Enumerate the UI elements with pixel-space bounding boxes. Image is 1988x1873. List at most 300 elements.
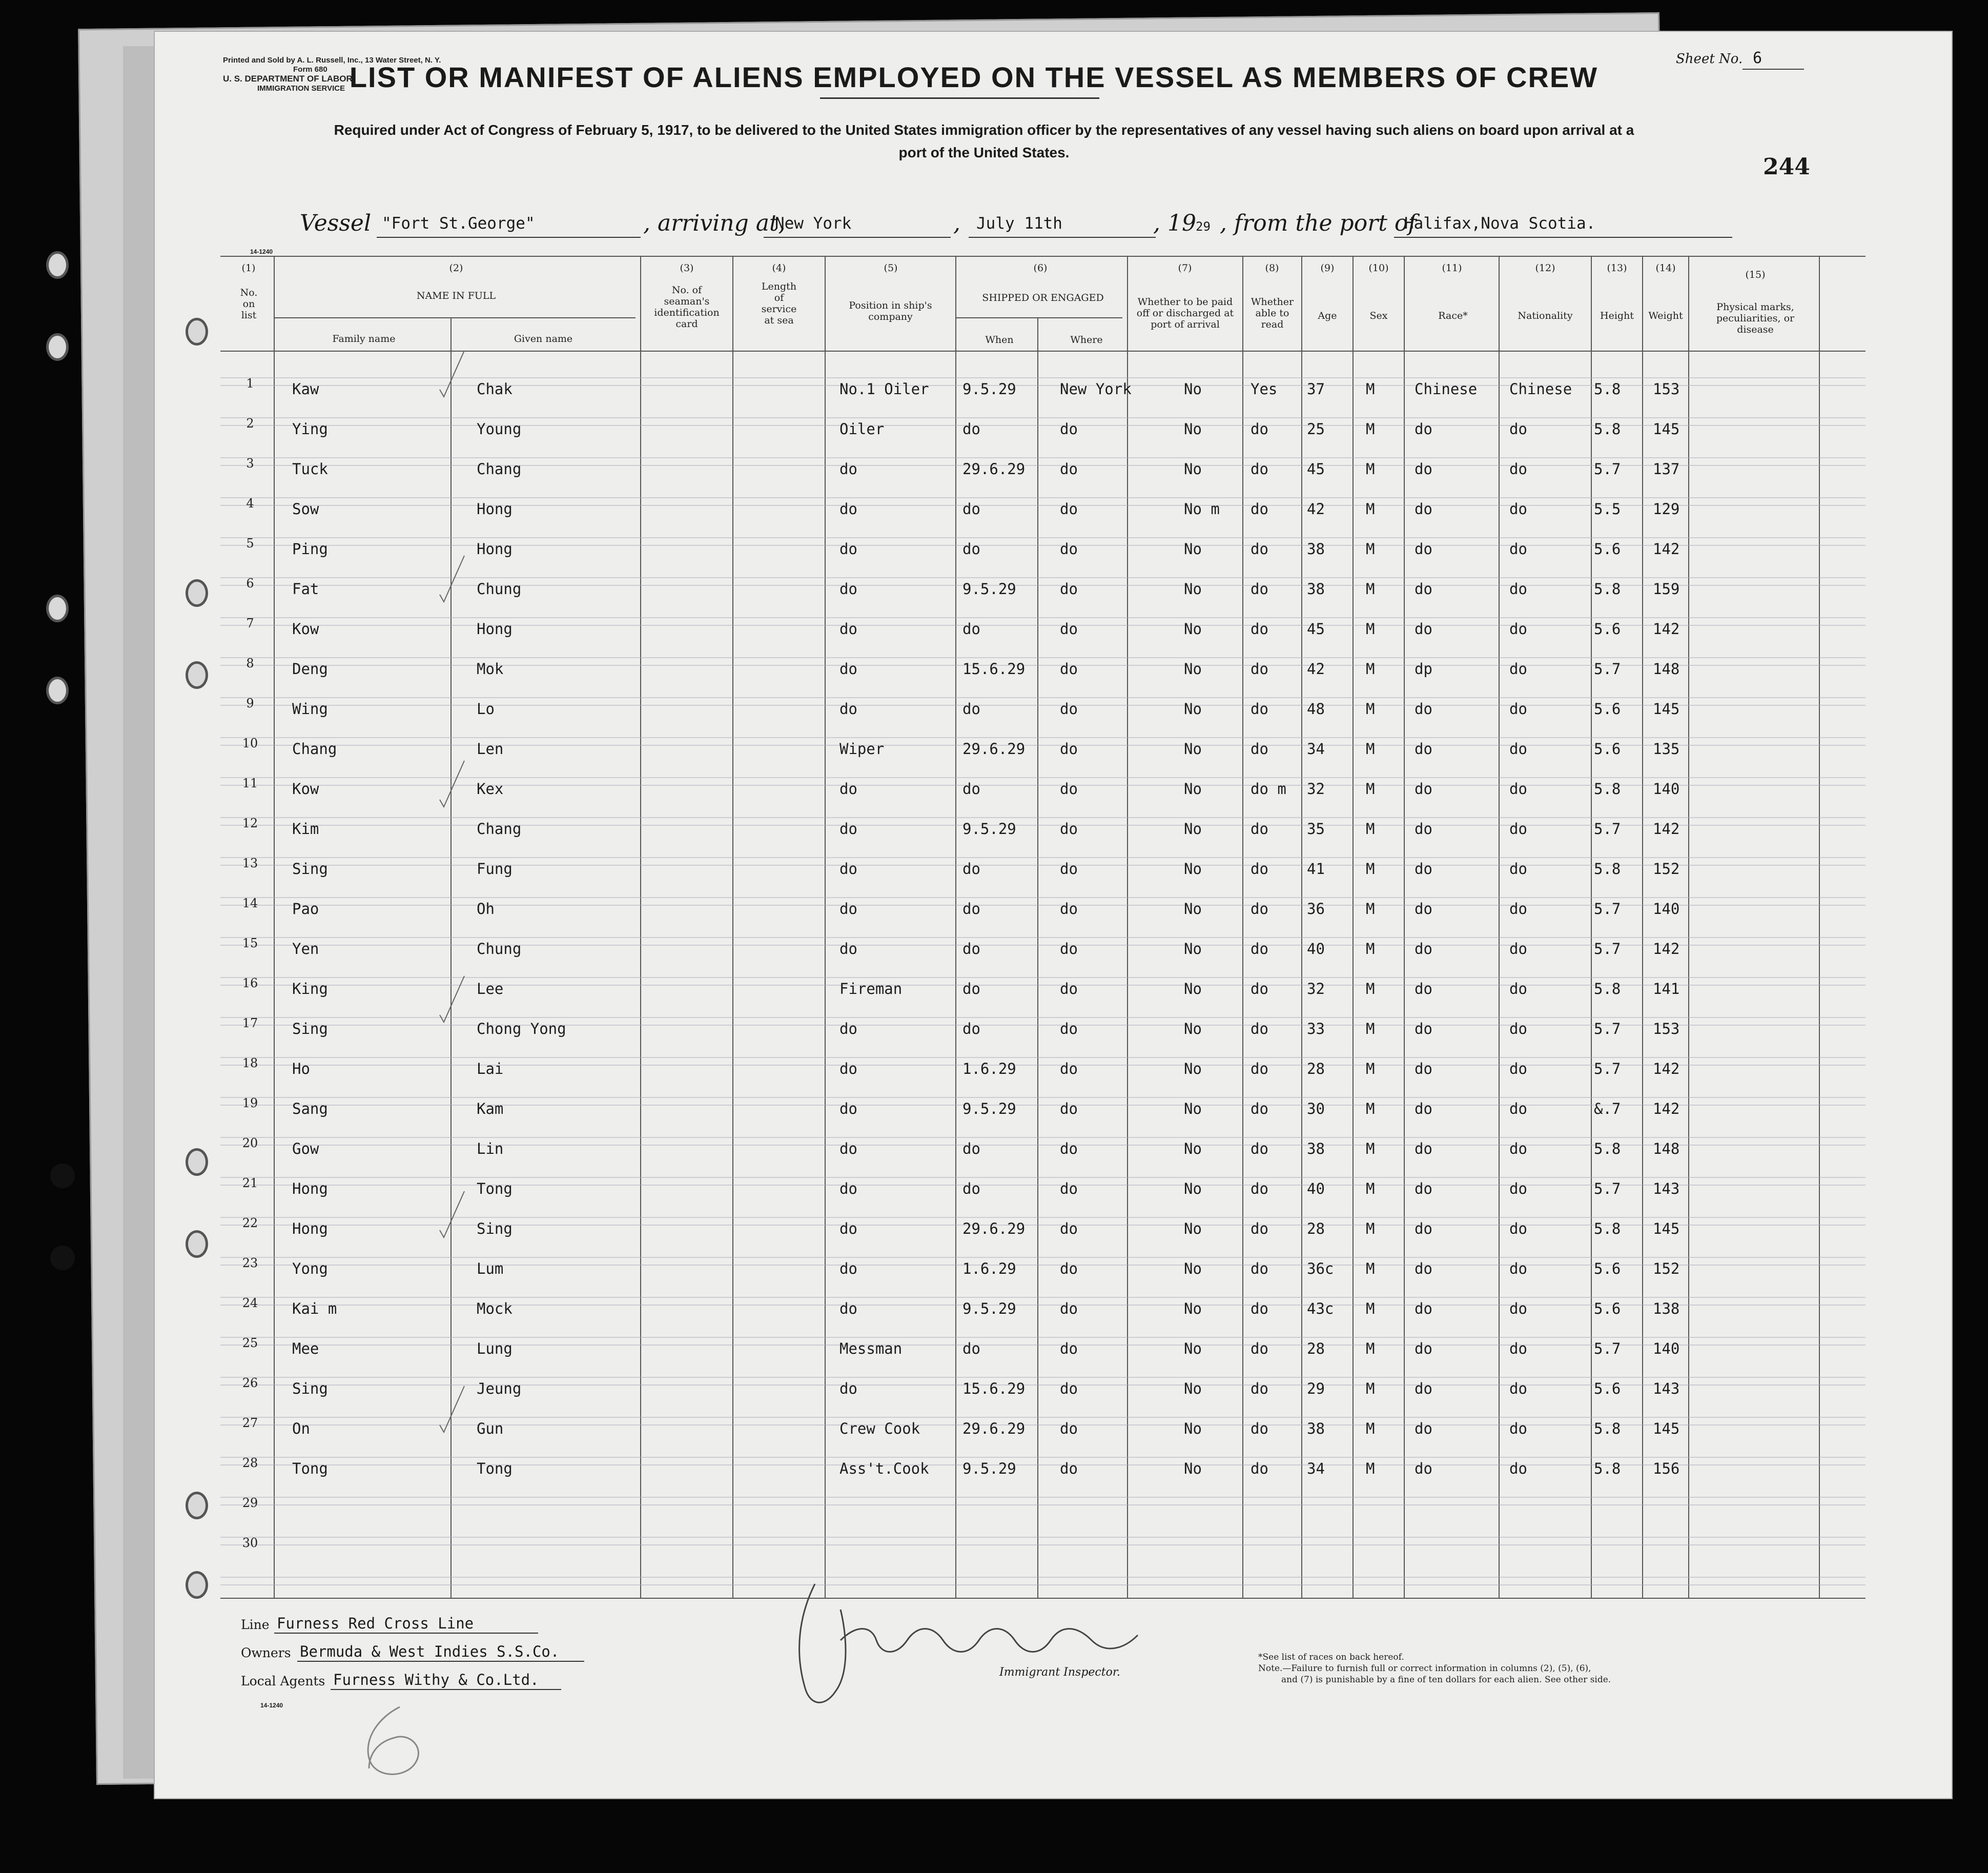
arrival-year: 29 (1196, 219, 1211, 234)
cell-height: 5.6 (1594, 740, 1621, 758)
col-head-race: Race* (1438, 310, 1468, 321)
cell-race: do (1415, 620, 1432, 638)
row-number: 4 (246, 496, 254, 511)
agents-value: Furness Withy & Co.Ltd. (333, 1671, 539, 1688)
cell-given-name: Kam (477, 1100, 504, 1117)
cell-nationality: do (1509, 1220, 1527, 1237)
cell-age: 42 (1307, 660, 1325, 678)
cell-nationality: do (1509, 540, 1527, 558)
cell-given-name: Mok (477, 660, 504, 678)
col-head-physical-marks: Physical marks, peculiarities, or disease (1716, 301, 1795, 335)
row-number: 10 (242, 736, 258, 750)
cell-given-name: Fung (477, 860, 513, 878)
cell-position: do (839, 860, 857, 878)
cell-age: 40 (1307, 940, 1325, 958)
cell-given-name: Chong Yong (477, 1020, 566, 1037)
cell-able-to-read: do (1251, 1340, 1268, 1357)
service: IMMIGRATION SERVICE (257, 84, 345, 93)
cell-age: 28 (1307, 1220, 1325, 1237)
binder-ring (186, 1230, 208, 1258)
col-head-nationality: Nationality (1518, 310, 1573, 321)
binder-hole (50, 1246, 75, 1270)
cell-given-name: Lum (477, 1260, 504, 1277)
penalty-note-2: and (7) is punishable by a fine of ten dollars for each alien. See other side. (1281, 1675, 1611, 1685)
cell-shipped-when: do (962, 980, 980, 997)
cell-family-name: Mee (292, 1340, 319, 1357)
cell-shipped-where: do (1060, 1180, 1078, 1197)
cell-paid-off: No (1184, 540, 1202, 558)
binder-ring (46, 333, 69, 361)
cell-height: 5.8 (1594, 980, 1621, 997)
cell-able-to-read: do (1251, 620, 1268, 638)
cell-position: do (839, 820, 857, 838)
cell-given-name: Chung (477, 940, 522, 958)
arrival-port: New York (775, 214, 852, 233)
cell-nationality: do (1509, 1460, 1527, 1477)
cell-shipped-where: do (1060, 540, 1078, 558)
cell-age: 34 (1307, 1460, 1325, 1477)
cell-paid-off: No (1184, 380, 1202, 398)
cell-paid-off: No (1184, 860, 1202, 878)
cell-height: 5.8 (1594, 420, 1621, 438)
cell-nationality: do (1509, 1260, 1527, 1277)
cell-nationality: Chinese (1509, 380, 1572, 398)
cell-shipped-where: do (1060, 860, 1078, 878)
cell-height: 5.8 (1594, 1420, 1621, 1437)
cell-race: do (1415, 420, 1432, 438)
cell-weight: 145 (1653, 1220, 1680, 1237)
cell-sex: M (1366, 660, 1375, 678)
cell-shipped-when: 9.5.29 (962, 580, 1016, 598)
cell-age: 45 (1307, 620, 1325, 638)
cell-weight: 159 (1653, 580, 1680, 598)
cell-paid-off: No (1184, 1180, 1202, 1197)
cell-race: do (1415, 1340, 1432, 1357)
cell-given-name: Lung (477, 1340, 513, 1357)
cell-paid-off: No (1184, 1060, 1202, 1077)
cell-height: 5.7 (1594, 900, 1621, 918)
col-num-4: (4) (772, 262, 786, 274)
cell-position: do (839, 460, 857, 478)
cell-given-name: Lin (477, 1140, 504, 1157)
row-number: 19 (242, 1096, 258, 1110)
cell-given-name: Chang (477, 460, 522, 478)
cell-able-to-read: do (1251, 1020, 1268, 1037)
cell-given-name: Young (477, 420, 522, 438)
cell-weight: 148 (1653, 1140, 1680, 1157)
cell-age: 43c (1307, 1300, 1334, 1317)
cell-position: do (839, 620, 857, 638)
cell-sex: M (1366, 1340, 1375, 1357)
cell-given-name: Tong (477, 1180, 513, 1197)
cell-shipped-where: do (1060, 1460, 1078, 1477)
cell-shipped-when: 9.5.29 (962, 820, 1016, 838)
cell-able-to-read: do (1251, 1380, 1268, 1397)
row-number: 30 (242, 1536, 258, 1550)
binder-ring (186, 318, 208, 345)
cell-height: 5.7 (1594, 820, 1621, 838)
cell-position: do (839, 540, 857, 558)
cell-shipped-when: 29.6.29 (962, 740, 1026, 758)
cell-height: &.7 (1594, 1100, 1621, 1117)
cell-shipped-when: do (962, 940, 980, 958)
cell-paid-off: No (1184, 1140, 1202, 1157)
cell-family-name: Kow (292, 780, 319, 798)
from-port: Halifax,Nova Scotia. (1404, 214, 1596, 233)
cell-race: do (1415, 1420, 1432, 1437)
port-rule (764, 237, 951, 238)
form-code-top: 14-1240 (250, 248, 273, 255)
cell-able-to-read: Yes (1251, 380, 1278, 398)
cell-shipped-when: 29.6.29 (962, 1420, 1026, 1437)
col-head-paid-off: Whether to be paid off or discharged at port of arrival (1136, 296, 1234, 330)
cell-given-name: Lee (477, 980, 504, 997)
cell-race: do (1415, 1020, 1432, 1037)
cell-paid-off: No (1184, 740, 1202, 758)
cell-height: 5.8 (1594, 780, 1621, 798)
cell-sex: M (1366, 1100, 1375, 1117)
row-number: 1 (246, 376, 254, 391)
cell-shipped-where: do (1060, 900, 1078, 918)
cell-age: 28 (1307, 1340, 1325, 1357)
cell-weight: 142 (1653, 940, 1680, 958)
cell-shipped-where: do (1060, 660, 1078, 678)
cell-shipped-when: do (962, 500, 980, 518)
cell-weight: 140 (1653, 780, 1680, 798)
arrival-date: July 11th (976, 214, 1062, 233)
cell-position: Crew Cook (839, 1420, 920, 1437)
row-number: 14 (242, 896, 258, 910)
row-number: 23 (242, 1256, 258, 1270)
vessel-label: Vessel (300, 210, 372, 236)
cell-weight: 145 (1653, 700, 1680, 718)
cell-weight: 153 (1653, 1020, 1680, 1037)
cell-nationality: do (1509, 940, 1527, 958)
row-number: 2 (246, 416, 254, 431)
cell-sex: M (1366, 1180, 1375, 1197)
cell-weight: 148 (1653, 660, 1680, 678)
row-number: 11 (242, 776, 258, 790)
cell-sex: M (1366, 860, 1375, 878)
cell-nationality: do (1509, 700, 1527, 718)
cell-given-name: Hong (477, 620, 513, 638)
cell-age: 30 (1307, 1100, 1325, 1117)
cell-paid-off: No (1184, 1020, 1202, 1037)
cell-age: 33 (1307, 1020, 1325, 1037)
cell-paid-off: No (1184, 1460, 1202, 1477)
cell-nationality: do (1509, 740, 1527, 758)
cell-given-name: Len (477, 740, 504, 758)
cell-race: do (1415, 940, 1432, 958)
row-number: 24 (242, 1296, 258, 1310)
inspector-label: Immigrant Inspector. (999, 1666, 1120, 1679)
cell-position: do (839, 1140, 857, 1157)
cell-position: do (839, 940, 857, 958)
cell-age: 36 (1307, 900, 1325, 918)
cell-sex: M (1366, 1060, 1375, 1077)
cell-nationality: do (1509, 1100, 1527, 1117)
cell-sex: M (1366, 540, 1375, 558)
cell-paid-off: No (1184, 660, 1202, 678)
cell-sex: M (1366, 1140, 1375, 1157)
cell-able-to-read: do (1251, 1060, 1268, 1077)
cell-shipped-when: do (962, 420, 980, 438)
cell-sex: M (1366, 820, 1375, 838)
cell-sex: M (1366, 700, 1375, 718)
cell-height: 5.6 (1594, 540, 1621, 558)
from-label: , from the port of (1220, 210, 1417, 236)
col-head-where: Where (1070, 334, 1103, 345)
cell-nationality: do (1509, 980, 1527, 997)
cell-able-to-read: do (1251, 740, 1268, 758)
cell-family-name: Ping (292, 540, 328, 558)
form-code-bottom: 14-1240 (260, 1702, 283, 1709)
col-num-15: (15) (1745, 269, 1766, 280)
cell-paid-off: No (1184, 700, 1202, 718)
cell-race: do (1415, 1180, 1432, 1197)
cell-height: 5.8 (1594, 380, 1621, 398)
row-number: 20 (242, 1136, 258, 1150)
cell-race: do (1415, 540, 1432, 558)
col-num-11: (11) (1442, 262, 1462, 274)
row-number: 28 (242, 1456, 258, 1470)
col-num-2: (2) (449, 262, 463, 274)
cell-paid-off: No (1184, 1340, 1202, 1357)
cell-able-to-read: do (1251, 1220, 1268, 1237)
cell-age: 36c (1307, 1260, 1334, 1277)
cell-weight: 140 (1653, 900, 1680, 918)
cell-paid-off: No (1184, 900, 1202, 918)
cell-nationality: do (1509, 1180, 1527, 1197)
cell-race: do (1415, 1100, 1432, 1117)
cell-shipped-when: do (962, 700, 980, 718)
cell-height: 5.8 (1594, 580, 1621, 598)
cell-sex: M (1366, 980, 1375, 997)
cell-nationality: do (1509, 660, 1527, 678)
arriving-label: , arriving at, (643, 210, 786, 236)
cell-height: 5.7 (1594, 660, 1621, 678)
cell-able-to-read: do (1251, 1180, 1268, 1197)
cell-given-name: Hong (477, 540, 513, 558)
col-num-12: (12) (1535, 262, 1555, 274)
cell-family-name: Ho (292, 1060, 310, 1077)
cell-given-name: Chak (477, 380, 513, 398)
cell-nationality: do (1509, 1420, 1527, 1437)
row-number: 6 (246, 576, 254, 591)
cell-position: do (839, 500, 857, 518)
row-number: 16 (242, 976, 258, 990)
cell-sex: M (1366, 1300, 1375, 1317)
cell-given-name: Lai (477, 1060, 504, 1077)
cell-given-name: Chang (477, 820, 522, 838)
cell-race: do (1415, 740, 1432, 758)
col-head-family-name: Family name (332, 333, 396, 344)
cell-given-name: Chung (477, 580, 522, 598)
cell-able-to-read: do (1251, 860, 1268, 878)
cell-position: do (839, 900, 857, 918)
col-head-name: NAME IN FULL (416, 290, 496, 301)
cell-family-name: Hong (292, 1180, 328, 1197)
col-head-age: Age (1318, 310, 1337, 321)
cell-shipped-where: do (1060, 700, 1078, 718)
cell-paid-off: No (1184, 620, 1202, 638)
cell-weight: 152 (1653, 860, 1680, 878)
cell-family-name: Sang (292, 1100, 328, 1117)
cell-shipped-where: do (1060, 1420, 1078, 1437)
cell-sex: M (1366, 1260, 1375, 1277)
cell-nationality: do (1509, 420, 1527, 438)
cell-height: 5.7 (1594, 1060, 1621, 1077)
cell-race: dp (1415, 660, 1432, 678)
cell-paid-off: No (1184, 580, 1202, 598)
cell-race: do (1415, 460, 1432, 478)
cell-position: do (839, 1060, 857, 1077)
cell-nationality: do (1509, 580, 1527, 598)
cell-race: do (1415, 780, 1432, 798)
owners-value: Bermuda & West Indies S.S.Co. (300, 1643, 560, 1660)
col-num-14: (14) (1655, 262, 1676, 274)
cell-age: 34 (1307, 740, 1325, 758)
cell-able-to-read: do (1251, 1260, 1268, 1277)
cell-sex: M (1366, 740, 1375, 758)
cell-height: 5.6 (1594, 1260, 1621, 1277)
col-num-9: (9) (1320, 262, 1335, 274)
cell-sex: M (1366, 1220, 1375, 1237)
subtitle (267, 119, 1702, 164)
row-number: 8 (246, 656, 254, 670)
col-head-service-length: Length of service at sea (761, 281, 797, 326)
cell-weight: 142 (1653, 620, 1680, 638)
cell-height: 5.7 (1594, 1020, 1621, 1037)
sheet-number: 6 (1753, 49, 1762, 67)
cell-paid-off: No (1184, 820, 1202, 838)
cell-height: 5.5 (1594, 500, 1621, 518)
cell-position: do (839, 1020, 857, 1037)
col-num-1: (1) (241, 262, 256, 274)
cell-nationality: do (1509, 1340, 1527, 1357)
cell-shipped-when: do (962, 540, 980, 558)
manifest-title: LIST OR MANIFEST OF ALIENS EMPLOYED ON THE VESSEL AS MEMBERS OF CREW (349, 61, 1598, 93)
cell-shipped-where: do (1060, 460, 1078, 478)
col-num-13: (13) (1607, 262, 1627, 274)
cell-race: do (1415, 580, 1432, 598)
col-num-10: (10) (1368, 262, 1389, 274)
binder-ring (46, 251, 69, 279)
cell-able-to-read: do (1251, 1300, 1268, 1317)
cell-family-name: Pao (292, 900, 319, 918)
cell-given-name: Sing (477, 1220, 513, 1237)
cell-sex: M (1366, 900, 1375, 918)
col-head-when: When (985, 334, 1014, 345)
cell-shipped-where: do (1060, 1260, 1078, 1277)
binder-hole (50, 1164, 75, 1188)
cell-height: 5.6 (1594, 700, 1621, 718)
cell-race: do (1415, 860, 1432, 878)
col-num-8: (8) (1265, 262, 1279, 274)
col-num-5: (5) (884, 262, 898, 274)
cell-age: 45 (1307, 460, 1325, 478)
cell-nationality: do (1509, 500, 1527, 518)
cell-position: do (839, 660, 857, 678)
cell-age: 28 (1307, 1060, 1325, 1077)
cell-paid-off: No (1184, 780, 1202, 798)
cell-family-name: Sing (292, 1020, 328, 1037)
cell-age: 38 (1307, 580, 1325, 598)
row-number: 21 (242, 1176, 258, 1190)
cell-race: do (1415, 1060, 1432, 1077)
cell-race: do (1415, 1380, 1432, 1397)
cell-age: 29 (1307, 1380, 1325, 1397)
binder-ring (46, 677, 69, 704)
cell-paid-off: No (1184, 1300, 1202, 1317)
cell-sex: M (1366, 1460, 1375, 1477)
cell-weight: 135 (1653, 740, 1680, 758)
cell-position: Messman (839, 1340, 903, 1357)
cell-shipped-where: do (1060, 1300, 1078, 1317)
page-number: 244 (1763, 154, 1810, 180)
cell-able-to-read: do (1251, 980, 1268, 997)
cell-race: do (1415, 1300, 1432, 1317)
department: U. S. DEPARTMENT OF LABOR (223, 74, 353, 84)
cell-position: do (839, 700, 857, 718)
cell-position: do (839, 1260, 857, 1277)
cell-position: do (839, 780, 857, 798)
cell-height: 5.7 (1594, 1340, 1621, 1357)
cell-shipped-where: do (1060, 940, 1078, 958)
cell-sex: M (1366, 580, 1375, 598)
col-head-id-card: No. of seaman's identification card (654, 284, 720, 330)
subtitle-line-2: port of the United States. (898, 145, 1070, 160)
cell-position: Wiper (839, 740, 885, 758)
cell-able-to-read: do (1251, 940, 1268, 958)
cell-shipped-where: do (1060, 580, 1078, 598)
cell-weight: 142 (1653, 1100, 1680, 1117)
owners-label: Owners (241, 1645, 291, 1660)
cell-family-name: Ying (292, 420, 328, 438)
row-number: 17 (242, 1016, 258, 1030)
row-number: 12 (242, 816, 258, 830)
cell-family-name: Fat (292, 580, 319, 598)
cell-paid-off: No (1184, 1100, 1202, 1117)
row-number: 9 (246, 696, 254, 710)
row-number: 13 (242, 856, 258, 870)
row-number: 3 (246, 456, 254, 471)
cell-shipped-where: do (1060, 980, 1078, 997)
cell-height: 5.8 (1594, 1460, 1621, 1477)
cell-paid-off: No (1184, 420, 1202, 438)
cell-sex: M (1366, 780, 1375, 798)
cell-position: Fireman (839, 980, 903, 997)
cell-nationality: do (1509, 780, 1527, 798)
cell-weight: 152 (1653, 1260, 1680, 1277)
cell-shipped-where: do (1060, 780, 1078, 798)
cell-weight: 153 (1653, 380, 1680, 398)
cell-family-name: King (292, 980, 328, 997)
cell-position: do (839, 1220, 857, 1237)
row-number: 22 (242, 1216, 258, 1230)
cell-position: do (839, 1180, 857, 1197)
cell-weight: 129 (1653, 500, 1680, 518)
binder-ring (186, 661, 208, 689)
cell-shipped-when: 9.5.29 (962, 1100, 1016, 1117)
cell-sex: M (1366, 1380, 1375, 1397)
cell-race: do (1415, 980, 1432, 997)
cell-height: 5.6 (1594, 1380, 1621, 1397)
cell-family-name: Kow (292, 620, 319, 638)
cell-shipped-where: New York (1060, 380, 1132, 398)
cell-able-to-read: do (1251, 900, 1268, 918)
row-number: 7 (246, 616, 254, 630)
